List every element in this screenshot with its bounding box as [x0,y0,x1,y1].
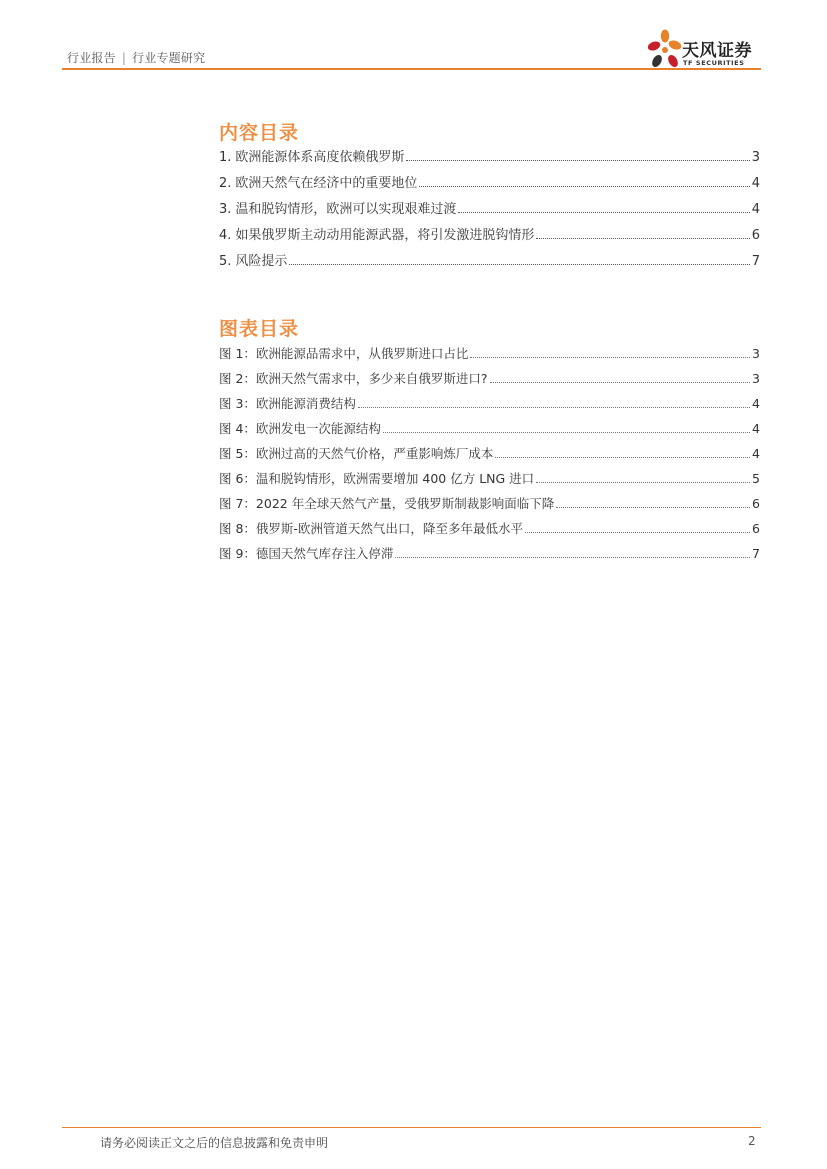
toc-entry-page: 4 [751,202,760,217]
toc-entry-number: 2. [219,176,232,191]
dot-leader [358,407,750,408]
toc-entry-number: 4. [219,228,232,243]
company-logo [648,28,764,72]
figure-entry-label: 图 8：俄罗斯-欧洲管道天然气出口，降至多年最低水平 [219,521,523,536]
toc-list [219,148,760,278]
figure-entry-label: 图 9：德国天然气库存注入停滞 [219,546,394,561]
toc-entry[interactable] [219,252,760,278]
figure-entry-label: 图 6：温和脱钩情形，欧洲需要增加 400 亿方 LNG 进口 [219,471,535,486]
dot-leader [395,557,750,558]
figure-entry-page: 7 [752,546,760,561]
figure-entry-label: 图 5：欧洲过高的天然气价格，严重影响炼厂成本 [219,446,494,461]
dot-leader [458,212,749,213]
logo-name-en: TF SECURITIES [683,59,745,67]
header-subcategory: 行业专题研究 [132,51,206,65]
page-number: 2 [748,1134,756,1148]
figure-entry[interactable] [219,444,760,469]
toc-entry-number: 5. [219,254,232,269]
dot-leader [470,357,750,358]
figure-entry-page: 6 [752,496,760,511]
figure-entry[interactable] [219,344,760,369]
dot-leader [289,264,749,265]
figures-title: 图表目录 [219,318,300,340]
toc-entry-number: 3. [219,202,232,217]
figure-entry-label: 图 7：2022 年全球天然气产量，受俄罗斯制裁影响面临下降 [219,496,555,511]
logo-name-cn: 天风证券 [682,41,752,61]
dot-leader [536,238,749,239]
dot-leader [525,532,750,533]
figures-list [219,344,760,569]
toc-entry-page: 3 [751,150,760,165]
toc-entry-label: 如果俄罗斯主动动用能源武器，将引发激进脱钩情形 [235,228,535,243]
dot-leader [536,482,750,483]
figure-entry-page: 4 [752,446,760,461]
figure-entry-page: 4 [752,396,760,411]
toc-entry-label: 欧洲天然气在经济中的重要地位 [235,176,418,191]
toc-entry-number: 1. [219,150,232,165]
header-separator: | [121,51,127,65]
toc-entry-page: 7 [751,254,760,269]
figure-entry-page: 4 [752,421,760,436]
figure-entry-label: 图 2：欧洲天然气需求中，多少来自俄罗斯进口? [219,371,488,386]
toc-entry-page: 4 [751,176,760,191]
footer-disclaimer: 请务必阅读正文之后的信息披露和免责申明 [100,1136,329,1150]
figure-entry-label: 图 1：欧洲能源品需求中，从俄罗斯进口占比 [219,346,469,361]
figure-entry-page: 3 [752,371,760,386]
figure-entry[interactable] [219,494,760,519]
toc-entry[interactable] [219,174,760,200]
dot-leader [556,507,750,508]
figure-entry-page: 6 [752,521,760,536]
flower-logo-icon [648,28,682,72]
header-divider [62,68,761,70]
figure-entry-page: 3 [752,346,760,361]
dot-leader [490,382,750,383]
toc-entry-label: 温和脱钩情形，欧洲可以实现艰难过渡 [235,202,457,217]
toc-entry-label: 风险提示 [235,254,288,269]
figure-entry[interactable] [219,369,760,394]
toc-entry[interactable] [219,226,760,252]
dot-leader [406,160,749,161]
figure-entry-page: 5 [752,471,760,486]
toc-entry[interactable] [219,148,760,174]
figure-entry[interactable] [219,519,760,544]
toc-entry[interactable] [219,200,760,226]
figure-entry[interactable] [219,469,760,494]
figure-entry-label: 图 4：欧洲发电一次能源结构 [219,421,381,436]
header-category: 行业报告 [67,51,116,65]
figure-entry[interactable] [219,394,760,419]
figure-entry[interactable] [219,544,760,569]
figure-entry-label: 图 3：欧洲能源消费结构 [219,396,356,411]
header-breadcrumb [67,49,205,66]
toc-entry-label: 欧洲能源体系高度依赖俄罗斯 [235,150,405,165]
dot-leader [495,457,750,458]
footer-divider [62,1127,761,1128]
dot-leader [419,186,749,187]
figure-entry[interactable] [219,419,760,444]
toc-title: 内容目录 [219,122,300,144]
dot-leader [383,432,750,433]
toc-entry-page: 6 [751,228,760,243]
